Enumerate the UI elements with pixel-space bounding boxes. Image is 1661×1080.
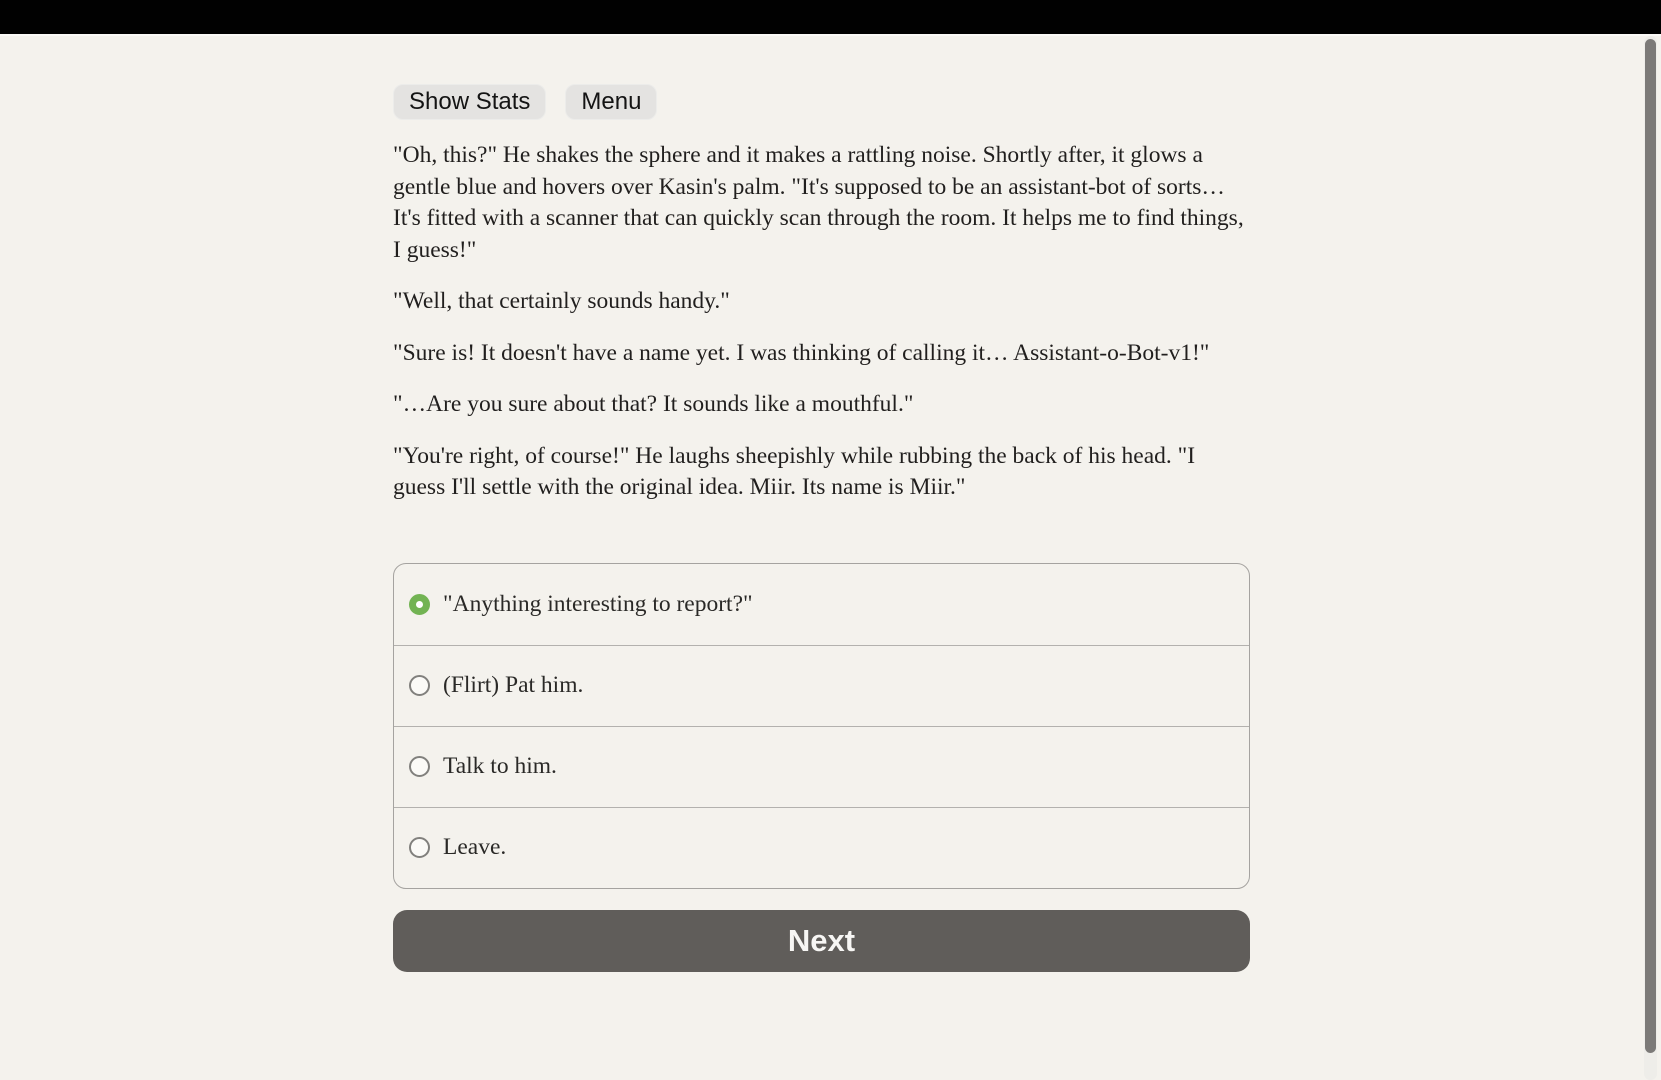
top-bar <box>0 0 1661 36</box>
game-content <box>393 38 1250 972</box>
choice-option[interactable] <box>394 645 1249 726</box>
toolbar <box>393 84 1250 120</box>
story-paragraph: "Well, that certainly sounds handy." <box>393 288 730 314</box>
radio-unselected-icon[interactable] <box>409 675 430 696</box>
radio-selected-icon[interactable] <box>409 594 430 615</box>
next-button[interactable]: Next <box>393 910 1250 972</box>
menu-button[interactable]: Menu <box>565 84 657 120</box>
radio-unselected-icon[interactable] <box>409 837 430 858</box>
choice-list <box>393 563 1250 889</box>
choice-option[interactable] <box>394 807 1249 888</box>
story-paragraph: "Oh, this?" He shakes the sphere and it makes a rattling noise. Shortly after, it glows a gentle blue and hovers over Kasin's palm. "It's supposed to be an assistant-bot of sorts… It's fitted with a scanner that can quickly scan through the room. It helps me to find things, I guess!" <box>393 142 1244 263</box>
show-stats-button[interactable]: Show Stats <box>393 84 546 120</box>
story-paragraph: "You're right, of course!" He laughs sheepishly while rubbing the back of his head. "I guess I'll settle with the original idea. Miir. Its name is Miir." <box>393 442 1196 500</box>
scrollbar-thumb[interactable] <box>1645 39 1656 1053</box>
choice-label: "Anything interesting to report?" <box>443 590 753 617</box>
choice-option[interactable] <box>394 564 1249 645</box>
radio-unselected-icon[interactable] <box>409 756 430 777</box>
story-paragraph: "…Are you sure about that? It sounds like a mouthful." <box>393 391 914 417</box>
choice-label: Talk to him. <box>443 753 557 779</box>
choice-option[interactable] <box>394 726 1249 807</box>
scrollbar-track[interactable] <box>1644 36 1657 1080</box>
story-paragraph: "Sure is! It doesn't have a name yet. I was thinking of calling it… Assistant-o-Bot-v1!" <box>393 339 1210 366</box>
choice-label: (Flirt) Pat him. <box>443 672 584 698</box>
story-text <box>393 140 1250 504</box>
choice-label: Leave. <box>443 834 507 860</box>
